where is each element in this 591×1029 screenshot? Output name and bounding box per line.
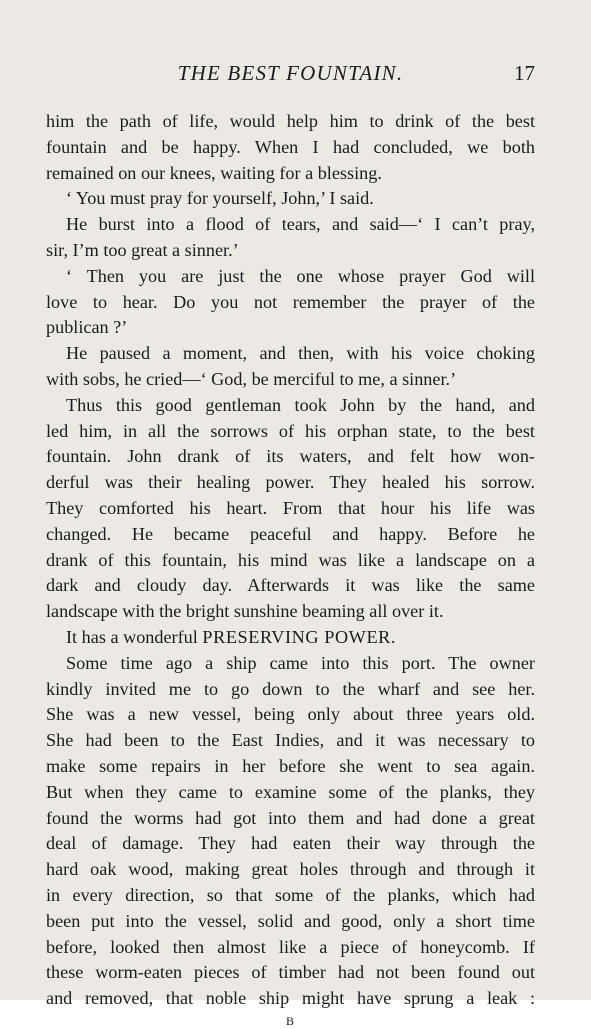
text-line: drank of this fountain, his mind was like a landscape on a: [46, 549, 535, 570]
text-line: derful was their healing power. They healed his sorrow.: [46, 472, 535, 493]
text-line: He burst into a flood of tears, and said—‘ I can’t pray,: [66, 214, 535, 235]
text-line: changed. He became peaceful and happy. Before he: [46, 523, 535, 544]
text-line: It has a wonderful PRESERVING POWER.: [66, 626, 396, 647]
text-line: in every direction, so that some of the planks, which had: [46, 884, 535, 905]
text-line: Some time ago a ship came into this port. The owner: [66, 652, 535, 673]
text-block: [46, 55, 535, 1029]
running-title: THE BEST FOUNTAIN.: [177, 61, 404, 85]
text-line: But when they came to examine some of the planks, they: [46, 781, 535, 802]
text-line: fountain and be happy. When I had concluded, we both: [46, 136, 535, 157]
text-line: dark and cloudy day. Afterwards it was like the same: [46, 575, 535, 596]
text-line: deal of damage. They had eaten their way through the: [46, 833, 535, 854]
text-line: ‘ You must pray for yourself, John,’ I said.: [66, 188, 374, 209]
text-line: love to hear. Do you not remember the prayer of the: [46, 291, 535, 312]
text-line: make some repairs in her before she went to sea again.: [46, 755, 535, 776]
text-line: these worm-eaten pieces of timber had not been found out: [46, 962, 535, 983]
text-line: fountain. John drank of its waters, and felt how won-: [46, 446, 535, 467]
text-line: been put into the vessel, solid and good, only a short time: [46, 910, 535, 931]
signature-mark: B: [285, 1013, 295, 1028]
text-line: He paused a moment, and then, with his voice choking: [66, 343, 535, 364]
text-line: remained on our knees, waiting for a blessing.: [46, 162, 382, 183]
text-line: led him, in all the sorrows of his orphan state, to the best: [46, 420, 535, 441]
text-line: landscape with the bright sunshine beaming all over it.: [46, 601, 444, 622]
running-head: [46, 55, 535, 95]
text-line: with sobs, he cried—‘ God, be merciful to me, a sinner.’: [46, 368, 457, 389]
text-line: before, looked then almost like a piece of honeycomb. If: [46, 936, 535, 957]
page-number: 17: [514, 61, 535, 85]
text-line: She was a new vessel, being only about three years old.: [46, 704, 535, 725]
body-text: [46, 109, 535, 1012]
text-line: She had been to the East Indies, and it was necessary to: [46, 730, 535, 751]
text-line: Thus this good gentleman took John by the hand, and: [66, 394, 535, 415]
text-line: They comforted his heart. From that hour his life was: [46, 497, 535, 518]
text-line: him the path of life, would help him to drink of the best: [46, 111, 535, 131]
text-line: ‘ Then you are just the one whose prayer God will: [66, 265, 535, 286]
text-line: sir, I’m too great a sinner.’: [46, 239, 239, 260]
emphasis-smallcaps: PRESERVING POWER: [202, 626, 391, 647]
text-line: hard oak wood, making great holes through and through it: [46, 859, 535, 880]
text-line: publican ?’: [46, 317, 128, 338]
text-line: found the worms had got into them and had done a great: [46, 807, 535, 828]
text-line: kindly invited me to go down to the wharf and see her.: [46, 678, 535, 699]
text-line: and removed, that noble ship might have sprung a leak :: [46, 988, 535, 1009]
